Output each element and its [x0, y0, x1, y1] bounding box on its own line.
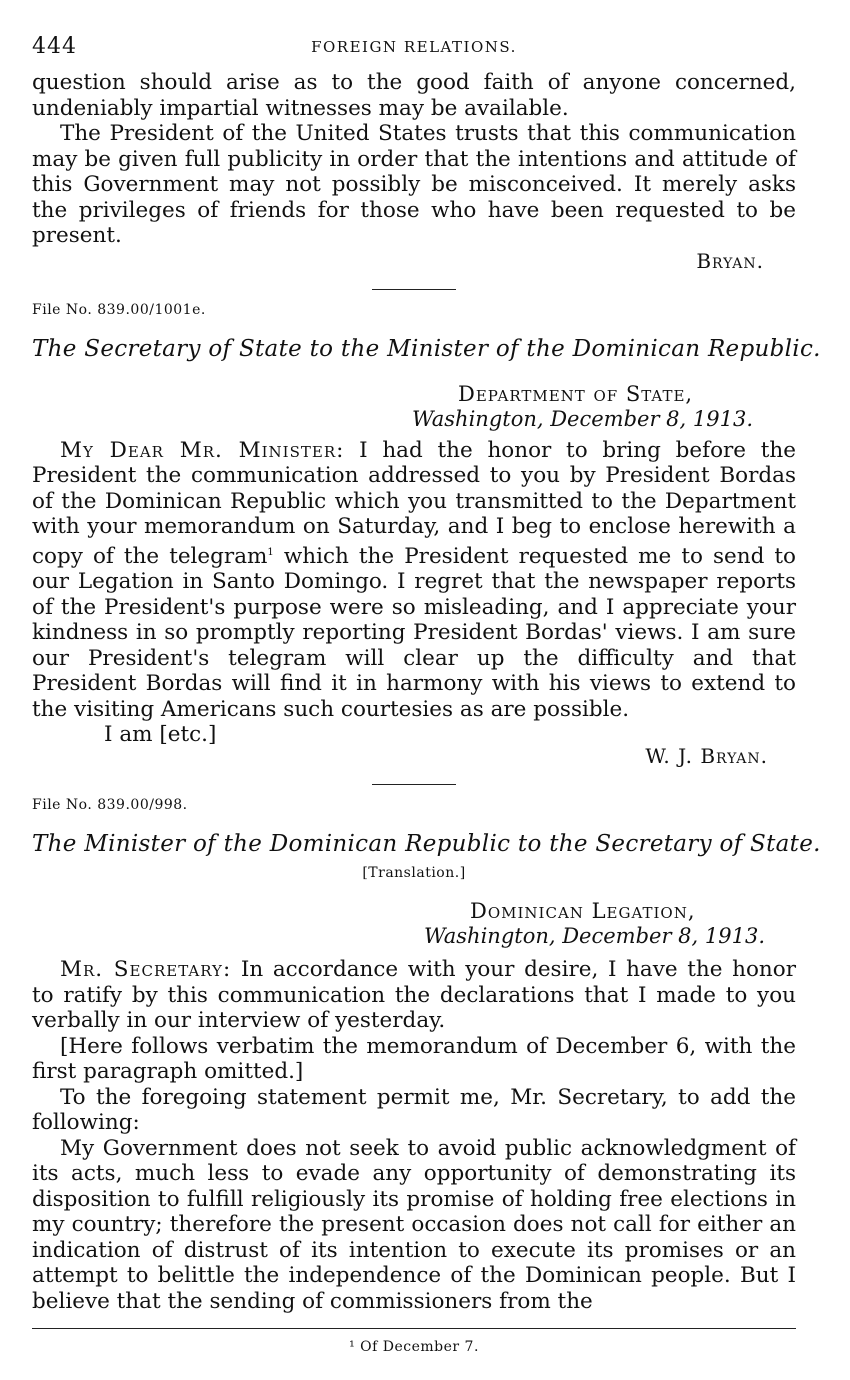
signature-name: W. J. Bryan. — [645, 744, 768, 769]
paragraph-text: which the President requested me to send to our Legation in Santo Domingo. I regret that the newspaper reports of the President's purpose were so misleading, and I appreciate your kindness in so promptly reporting President Bordas' views. I am sure our President's telegram will clear up the difficulty and that President Bordas will find it in harmony with his views to extend to the visiting Americans such courtesies as are possible. — [32, 543, 797, 722]
dateline-place-date: Washington, December 8, 1913. — [424, 924, 766, 949]
salutation: Mr. Secretary: — [60, 957, 232, 983]
divider — [372, 289, 456, 290]
dateline-office: Department of State, — [458, 381, 694, 406]
paragraph: The President of the United States trusts that this communication may be given full publicity in order that the intentions and attitude of this Government may not possibly be misconceived. It merely asks the privileges of friends for those who have been requested to be present. — [32, 121, 796, 248]
footnote-marker: 1 — [267, 546, 274, 558]
salutation: My Dear Mr. Minister: — [60, 437, 345, 463]
letter-heading: The Secretary of State to the Minister of the Dominican Republic. — [32, 335, 821, 362]
running-head — [32, 30, 796, 60]
divider — [372, 784, 456, 785]
document-page — [32, 30, 821, 1356]
running-title: FOREIGN RELATIONS. — [311, 38, 517, 56]
closing: I am [etc.] — [104, 722, 217, 748]
dateline-office: Dominican Legation, — [470, 899, 696, 924]
dateline — [424, 899, 796, 949]
paragraph: To the foregoing statement permit me, Mr. Secretary, to add the following: — [32, 1084, 796, 1136]
paragraph: question should arise as to the good faith of anyone concerned, undeniably impartial witnesses may be available. — [32, 70, 796, 121]
paragraph — [32, 438, 796, 723]
translation-note: [Translation.] — [362, 865, 466, 882]
paragraph-text: In accordance with your desire, I have the honor to ratify by this communication the declarations that I made to you verbally in our interview of yesterday. — [32, 957, 796, 1034]
footnote: ¹ Of December 7. — [349, 1339, 479, 1356]
letter-heading: The Minister of the Dominican Republic to the Secretary of State. — [32, 831, 821, 858]
page-number: 444 — [32, 34, 77, 59]
paragraph: My Government does not seek to avoid public acknowledgment of its acts, much less to evade any opportunity of demonstrating its disposition to fulfill religiously its promise of holding free elections in my country; therefore the present occasion does not call for either an indication of distrust of its intention to execute its promises or an attempt to belittle the independence of the Dominican people. But I believe that the sending of commissioners from the — [32, 1135, 796, 1314]
dateline — [412, 382, 796, 432]
file-number: File No. 839.00/998. — [32, 797, 188, 814]
paragraph: [Here follows verbatim the memorandum of December 6, with the first paragraph omitted.] — [32, 1033, 796, 1085]
file-number: File No. 839.00/1001e. — [32, 301, 206, 318]
paragraph-text: I had the honor to bring before the President the communication addressed to you by President Bordas of the Dominican Republic which you transmitted to the Department with your memorandum on Saturday, and I beg to enclose herewith a copy of the telegram — [32, 437, 796, 569]
signature: Bryan. — [696, 248, 764, 273]
dateline-place-date: Washington, December 8, 1913. — [412, 406, 754, 431]
paragraph — [32, 957, 796, 1034]
footnote-rule — [32, 1328, 796, 1329]
